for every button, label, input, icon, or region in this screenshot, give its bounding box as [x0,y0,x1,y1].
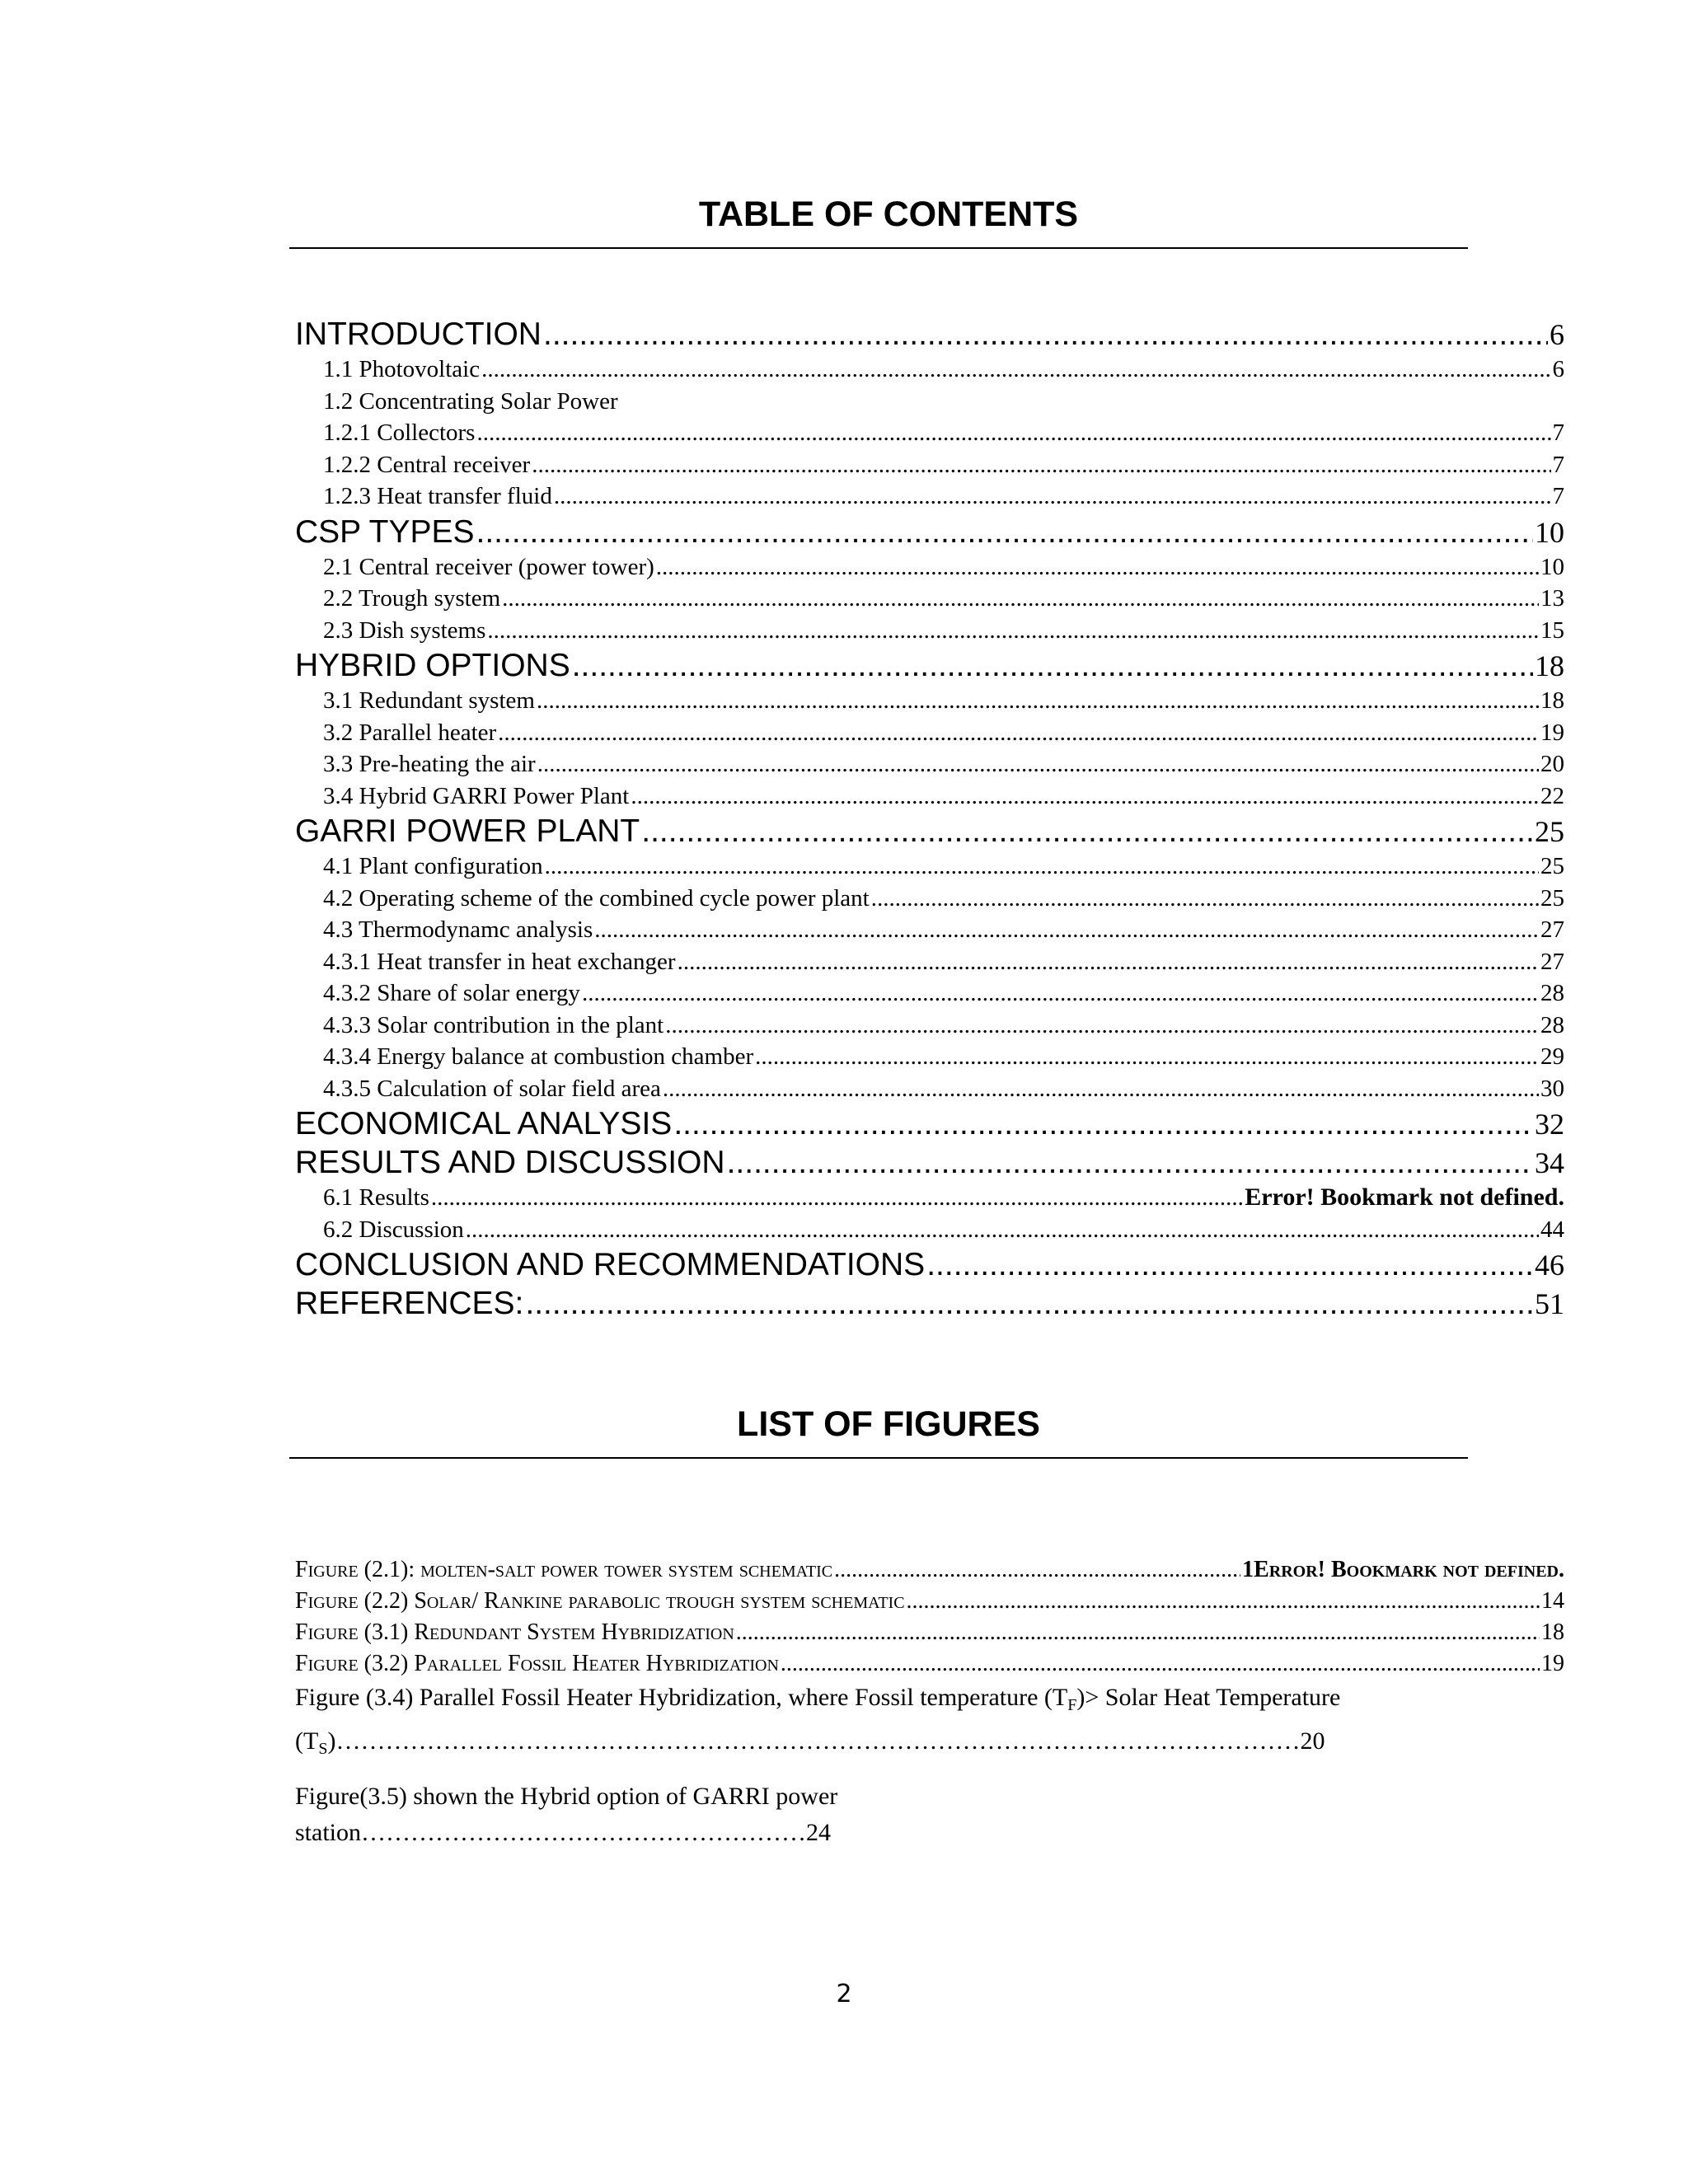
dot-leader [537,685,1539,717]
entry-page-number: 25 [1535,815,1564,848]
entry-label: 4.2 Operating scheme of the combined cycle power plant [323,884,870,912]
entry-page-number: 6 [1552,356,1564,382]
toc-section-entry[interactable] [295,1041,1564,1073]
entry-label: 4.3.3 Solar contribution in the plant [323,1011,664,1038]
toc-chapter-entry[interactable] [295,1143,1564,1182]
toc-chapter-entry[interactable] [295,1245,1564,1284]
dot-leader [582,977,1539,1010]
entry-page-number: 28 [1540,980,1564,1006]
entry-page-number: 1Error! Bookmark not defined. [1242,1557,1564,1582]
entry-label: 2.3 Dish systems [323,616,486,644]
entry-label: HYBRID OPTIONS [295,648,570,683]
figure-entry[interactable] [295,1586,1564,1617]
figure-entry[interactable] [295,1617,1564,1648]
entry-label: 4.3.1 Heat transfer in heat exchanger [323,948,676,975]
figure-3-5-entry[interactable] [295,1779,1581,1851]
entry-page-number: 19 [1541,1651,1564,1676]
entry-label: 1.2 Concentrating Solar Power [323,387,618,415]
toc-chapter-entry[interactable] [295,1104,1564,1143]
toc-title-rule [289,247,1468,249]
figure-entry[interactable] [295,1554,1564,1586]
figures-list [295,1554,1564,1680]
entry-page-number: 6 [1550,318,1564,351]
toc-section-entry[interactable] [295,480,1564,513]
entry-page-number: 44 [1540,1216,1564,1243]
dot-leader [663,1073,1539,1105]
toc-section-entry[interactable] [295,977,1564,1010]
dot-leader [545,851,1539,883]
entry-label: 3.4 Hybrid GARRI Power Plant [323,782,630,809]
figure-entry[interactable] [295,1648,1564,1680]
toc-chapter-entry[interactable] [295,646,1564,685]
dot-leader [476,513,1534,551]
entry-page-number: 46 [1535,1249,1564,1282]
entry-page-number: 10 [1535,515,1564,549]
dot-leader [594,914,1539,946]
dot-leader [665,1010,1539,1042]
entry-label: 4.3.2 Share of solar energy [323,980,580,1006]
dot-leader [532,449,1550,481]
entry-page-number: 20 [1540,751,1564,777]
entry-label: Figure (3.1) Redundant System Hybridization [295,1619,734,1645]
dot-leader [755,1041,1539,1073]
figure-3-4-text-3: (T [295,1727,319,1755]
entry-label: Figure (3.2) Parallel Fossil Heater Hybridization [295,1651,779,1676]
entry-page-number: 29 [1540,1043,1564,1070]
toc-chapter-entry[interactable] [295,315,1564,354]
entry-label: Figure (2.2) Solar/ Rankine parabolic trough system schematic [295,1588,905,1614]
toc-section-entry[interactable] [295,717,1564,749]
entry-page-number: 7 [1552,483,1564,509]
entry-label: CONCLUSION AND RECOMMENDATIONS [295,1247,926,1282]
toc-section-entry[interactable] [295,1182,1564,1214]
toc-section-entry[interactable] [295,1010,1564,1042]
figure-3-4-subscript-f: F [1067,1696,1077,1714]
entry-page-number: 25 [1540,884,1564,912]
dot-leader [673,1104,1533,1143]
entry-label: RESULTS AND DISCUSSION [295,1145,725,1180]
entry-label: 1.1 Photovoltaic [323,356,481,382]
entry-label: 4.3 Thermodynamc analysis [323,916,593,943]
dot-leader [572,646,1533,685]
toc-chapter-entry[interactable] [295,812,1564,851]
entry-page-number: 51 [1535,1287,1564,1320]
entry-label: 6.1 Results [323,1184,429,1211]
entry-label: 3.1 Redundant system [323,687,535,714]
entry-label: ECONOMICAL ANALYSIS [295,1106,673,1141]
toc-section-entry[interactable] [295,685,1564,717]
toc-section-entry[interactable] [295,615,1564,647]
toc-section-entry[interactable] [295,386,1564,418]
toc-section-entry[interactable] [295,449,1564,481]
toc-list [295,315,1564,1323]
entry-label: 1.2.3 Heat transfer fluid [323,483,552,509]
entry-label: 4.3.4 Energy balance at combustion chamber [323,1043,754,1070]
entry-label: 2.1 Central receiver (power tower) [323,553,654,580]
dot-leader [502,583,1539,615]
figure-3-4-text-2: )> Solar Heat Temperature [1076,1684,1341,1711]
figure-3-4-subscript-s: S [318,1740,328,1758]
entry-page-number: 25 [1540,853,1564,879]
dot-leader [907,1586,1540,1617]
figure-3-4-text-1: Figure (3.4) Parallel Fossil Heater Hybridization, where Fossil temperature (T [295,1684,1068,1711]
dot-leader [736,1617,1540,1648]
entry-label: 4.1 Plant configuration [323,853,543,879]
entry-label: 2.2 Trough system [323,585,501,612]
dot-leader [641,812,1533,851]
figure-3-4-entry[interactable] [295,1680,1581,1767]
entry-page-number: 7 [1552,451,1564,478]
toc-section-entry[interactable] [295,354,1564,386]
entry-page-number: 18 [1541,1619,1564,1645]
entry-label: 3.2 Parallel heater [323,719,497,746]
entry-label: Figure (2.1): molten-salt power tower system schematic [295,1557,833,1582]
figure-3-5-text-2: station………………………………………………24 [295,1819,831,1846]
entry-page-number: 19 [1540,719,1564,746]
toc-section-entry[interactable] [295,1073,1564,1105]
dot-leader [656,551,1539,583]
toc-title: TABLE OF CONTENTS [698,194,1079,234]
toc-section-entry[interactable] [295,883,1564,915]
toc-chapter-entry[interactable] [295,1284,1564,1323]
toc-section-entry[interactable] [295,417,1564,449]
figure-3-4-text-4: )………………………………………………………………………………………………………20 [327,1727,1325,1755]
entry-page-number: 18 [1535,649,1564,682]
entry-page-number: 18 [1540,687,1564,714]
entry-label: 6.2 Discussion [323,1216,464,1243]
toc-section-entry[interactable] [295,851,1564,883]
entry-page-number: 30 [1540,1075,1564,1102]
entry-page-number: 28 [1540,1011,1564,1038]
toc-section-entry[interactable] [295,1214,1564,1246]
figures-title-rule [289,1457,1468,1459]
toc-section-entry[interactable] [295,748,1564,780]
entry-label: 3.3 Pre-heating the air [323,751,536,777]
entry-page-number: 14 [1541,1588,1564,1614]
dot-leader [476,417,1550,449]
toc-section-entry[interactable] [295,551,1564,583]
toc-section-entry[interactable] [295,914,1564,946]
dot-leader [781,1648,1540,1680]
entry-page-number: 27 [1540,948,1564,975]
entry-page-number: 7 [1552,419,1564,446]
dot-leader [834,1554,1240,1586]
dot-leader [498,717,1539,749]
entry-page-number: 34 [1535,1146,1564,1179]
figures-title: LIST OF FIGURES [737,1404,1040,1444]
entry-label: 1.2.1 Collectors [323,419,476,446]
dot-leader [871,883,1539,915]
toc-chapter-entry[interactable] [295,513,1564,551]
dot-leader [525,1284,1533,1323]
toc-section-entry[interactable] [295,946,1564,978]
page-number: 2 [836,1980,852,2008]
dot-leader [554,480,1551,513]
entry-page-number: 13 [1540,585,1564,612]
dot-leader [431,1182,1243,1214]
entry-label: 4.3.5 Calculation of solar field area [323,1075,661,1102]
dot-leader [481,354,1550,386]
entry-page-number: 32 [1535,1108,1564,1141]
figure-3-5-text-1: Figure(3.5) shown the Hybrid option of GARRI power [295,1783,838,1810]
entry-page-number: 15 [1540,616,1564,644]
entry-label: REFERENCES: [295,1286,524,1321]
dot-leader [537,748,1539,780]
entry-label: GARRI POWER PLANT [295,813,640,849]
entry-page-number: 10 [1540,553,1564,580]
dot-leader [727,1143,1533,1182]
entry-page-number: Error! Bookmark not defined. [1245,1183,1564,1211]
dot-leader [543,315,1548,354]
toc-section-entry[interactable] [295,583,1564,615]
entry-page-number: 27 [1540,916,1564,943]
entry-label: 1.2.2 Central receiver [323,451,531,478]
entry-label: CSP TYPES [295,513,475,550]
dot-leader [678,946,1539,978]
dot-leader [466,1214,1539,1246]
toc-section-entry[interactable] [295,780,1564,813]
entry-label: INTRODUCTION [295,316,542,352]
dot-leader [926,1245,1533,1284]
entry-page-number: 22 [1540,782,1564,809]
dot-leader [487,615,1539,647]
dot-leader [631,780,1539,813]
